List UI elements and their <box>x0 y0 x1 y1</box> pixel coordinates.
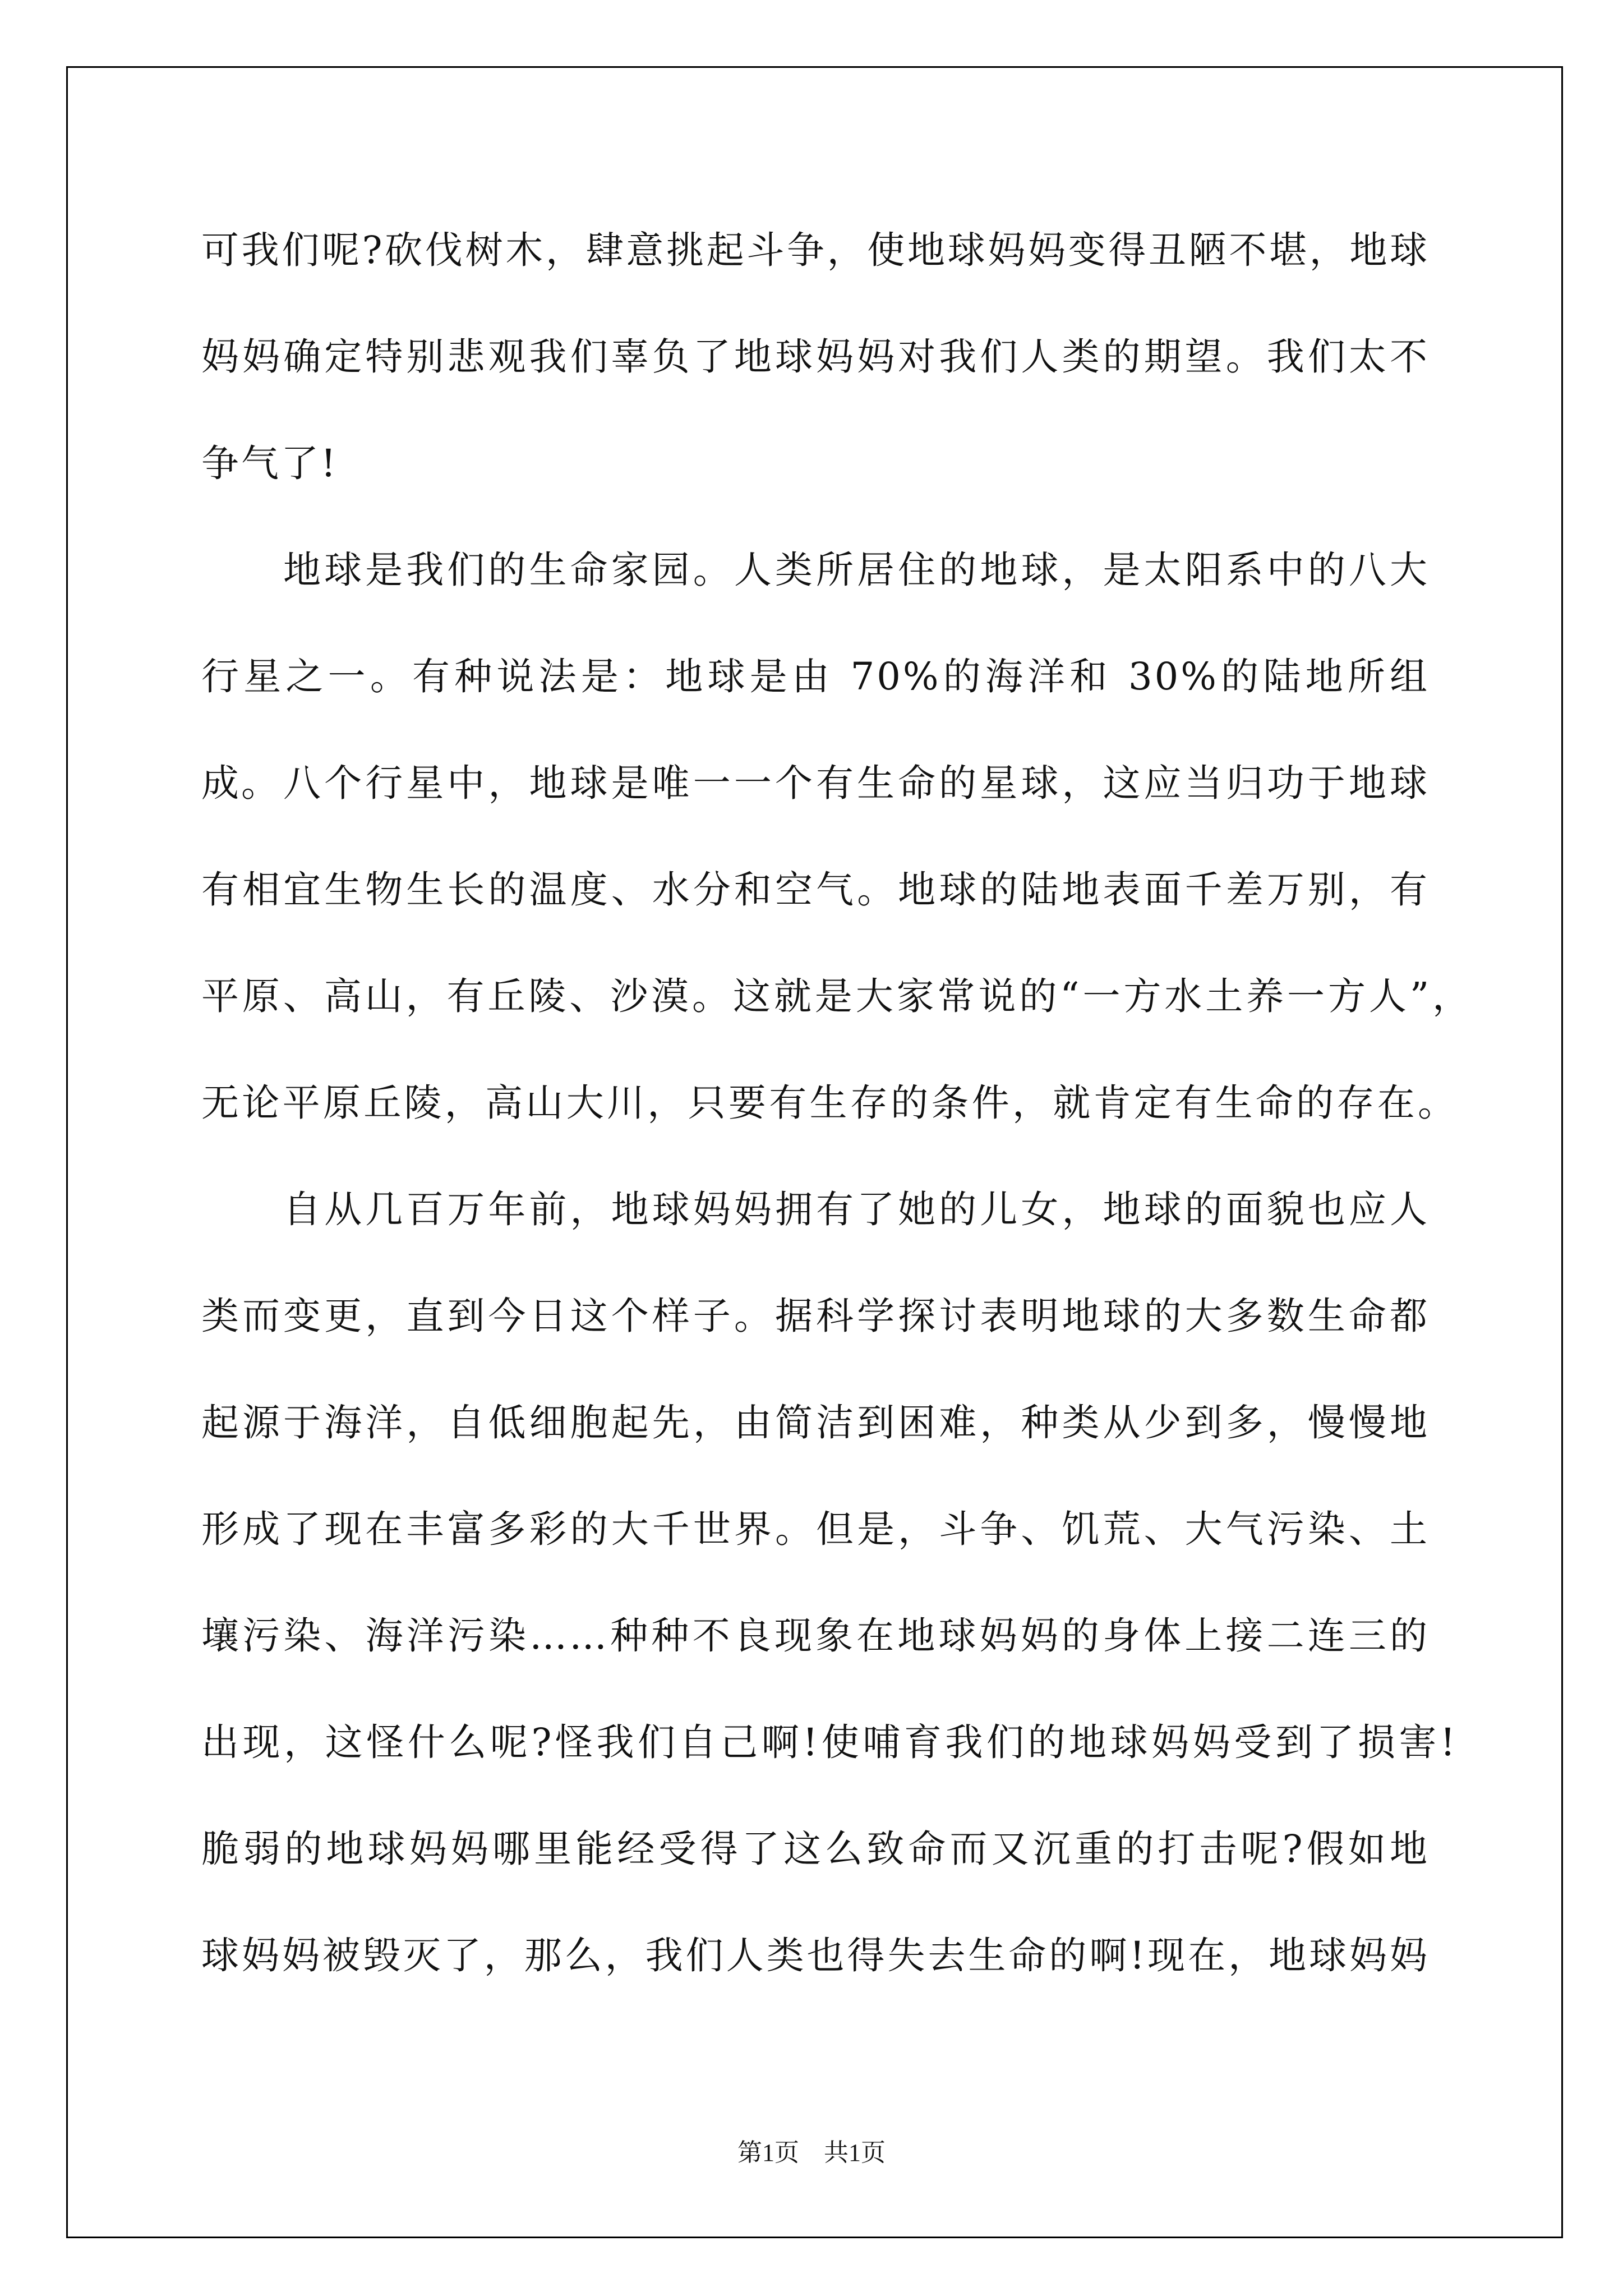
text-line: 无论平原丘陵，高山大川，只要有生存的条件，就肯定有生命的存在。 <box>201 1081 1458 1125</box>
text-line: 争气了! <box>201 441 338 485</box>
text-line: 可我们呢?砍伐树木，肆意挑起斗争，使地球妈妈变得丑陋不堪，地球 <box>201 228 1430 272</box>
text-line: 八个行星中，地球是唯一一个有生命的星球，这应当归功于地球 <box>283 761 1430 805</box>
text-line: 妈妈确定特别悲观我们辜负了地球妈妈对我们人类的期望。我们太不 <box>201 335 1430 379</box>
text-line: 壤污染、海洋污染……种种不良现象在地球妈妈的身体上接二连三的 <box>201 1614 1430 1658</box>
page-footer <box>0 2136 1623 2170</box>
page-number: 第1页 <box>737 2139 799 2166</box>
text-line: 有相宜生物生长的温度、水分和空气。地球的陆地表面千差万别，有 <box>201 868 1430 912</box>
text-line: 形成了现在丰富多彩的大千世界。但是，斗争、饥荒、大气污染、土 <box>201 1507 1430 1551</box>
text-line: 自从几百万年前，地球妈妈拥有了她的儿女，地球的面貌也应人 <box>283 1188 1430 1231</box>
text-line: 行星之一。有种说法是：地球是由 70%的海洋和 30%的陆地所组成。 <box>201 655 1430 805</box>
text-line: 地球是我们的生命家园。人类所居住的地球，是太阳系中的八大 <box>283 548 1430 592</box>
paragraph <box>201 197 1491 517</box>
document-body <box>201 197 1491 2009</box>
paragraph <box>201 730 1491 1156</box>
text-line: 脆弱的地球妈妈哪里能经受得了这么致命而又沉重的打击呢?假如地 <box>201 1827 1430 1871</box>
text-line: 起源于海洋，自低细胞起先，由简洁到困难，种类从少到多，慢慢地 <box>201 1401 1430 1444</box>
page-total: 共1页 <box>824 2139 886 2166</box>
text-line: 球妈妈被毁灭了，那么，我们人类也得失去生命的啊!现在，地球妈妈 <box>201 1934 1430 1977</box>
paragraph <box>201 1156 1491 2009</box>
text-line: 类而变更，直到今日这个样子。据科学探讨表明地球的大多数生命都 <box>201 1294 1430 1338</box>
text-line: 平原、高山，有丘陵、沙漠。这就是大家常说的“一方水土养一方人”， <box>201 974 1472 1018</box>
text-line: 出现，这怪什么呢?怪我们自己啊!使哺育我们的地球妈妈受到了损害! <box>201 1720 1458 1764</box>
